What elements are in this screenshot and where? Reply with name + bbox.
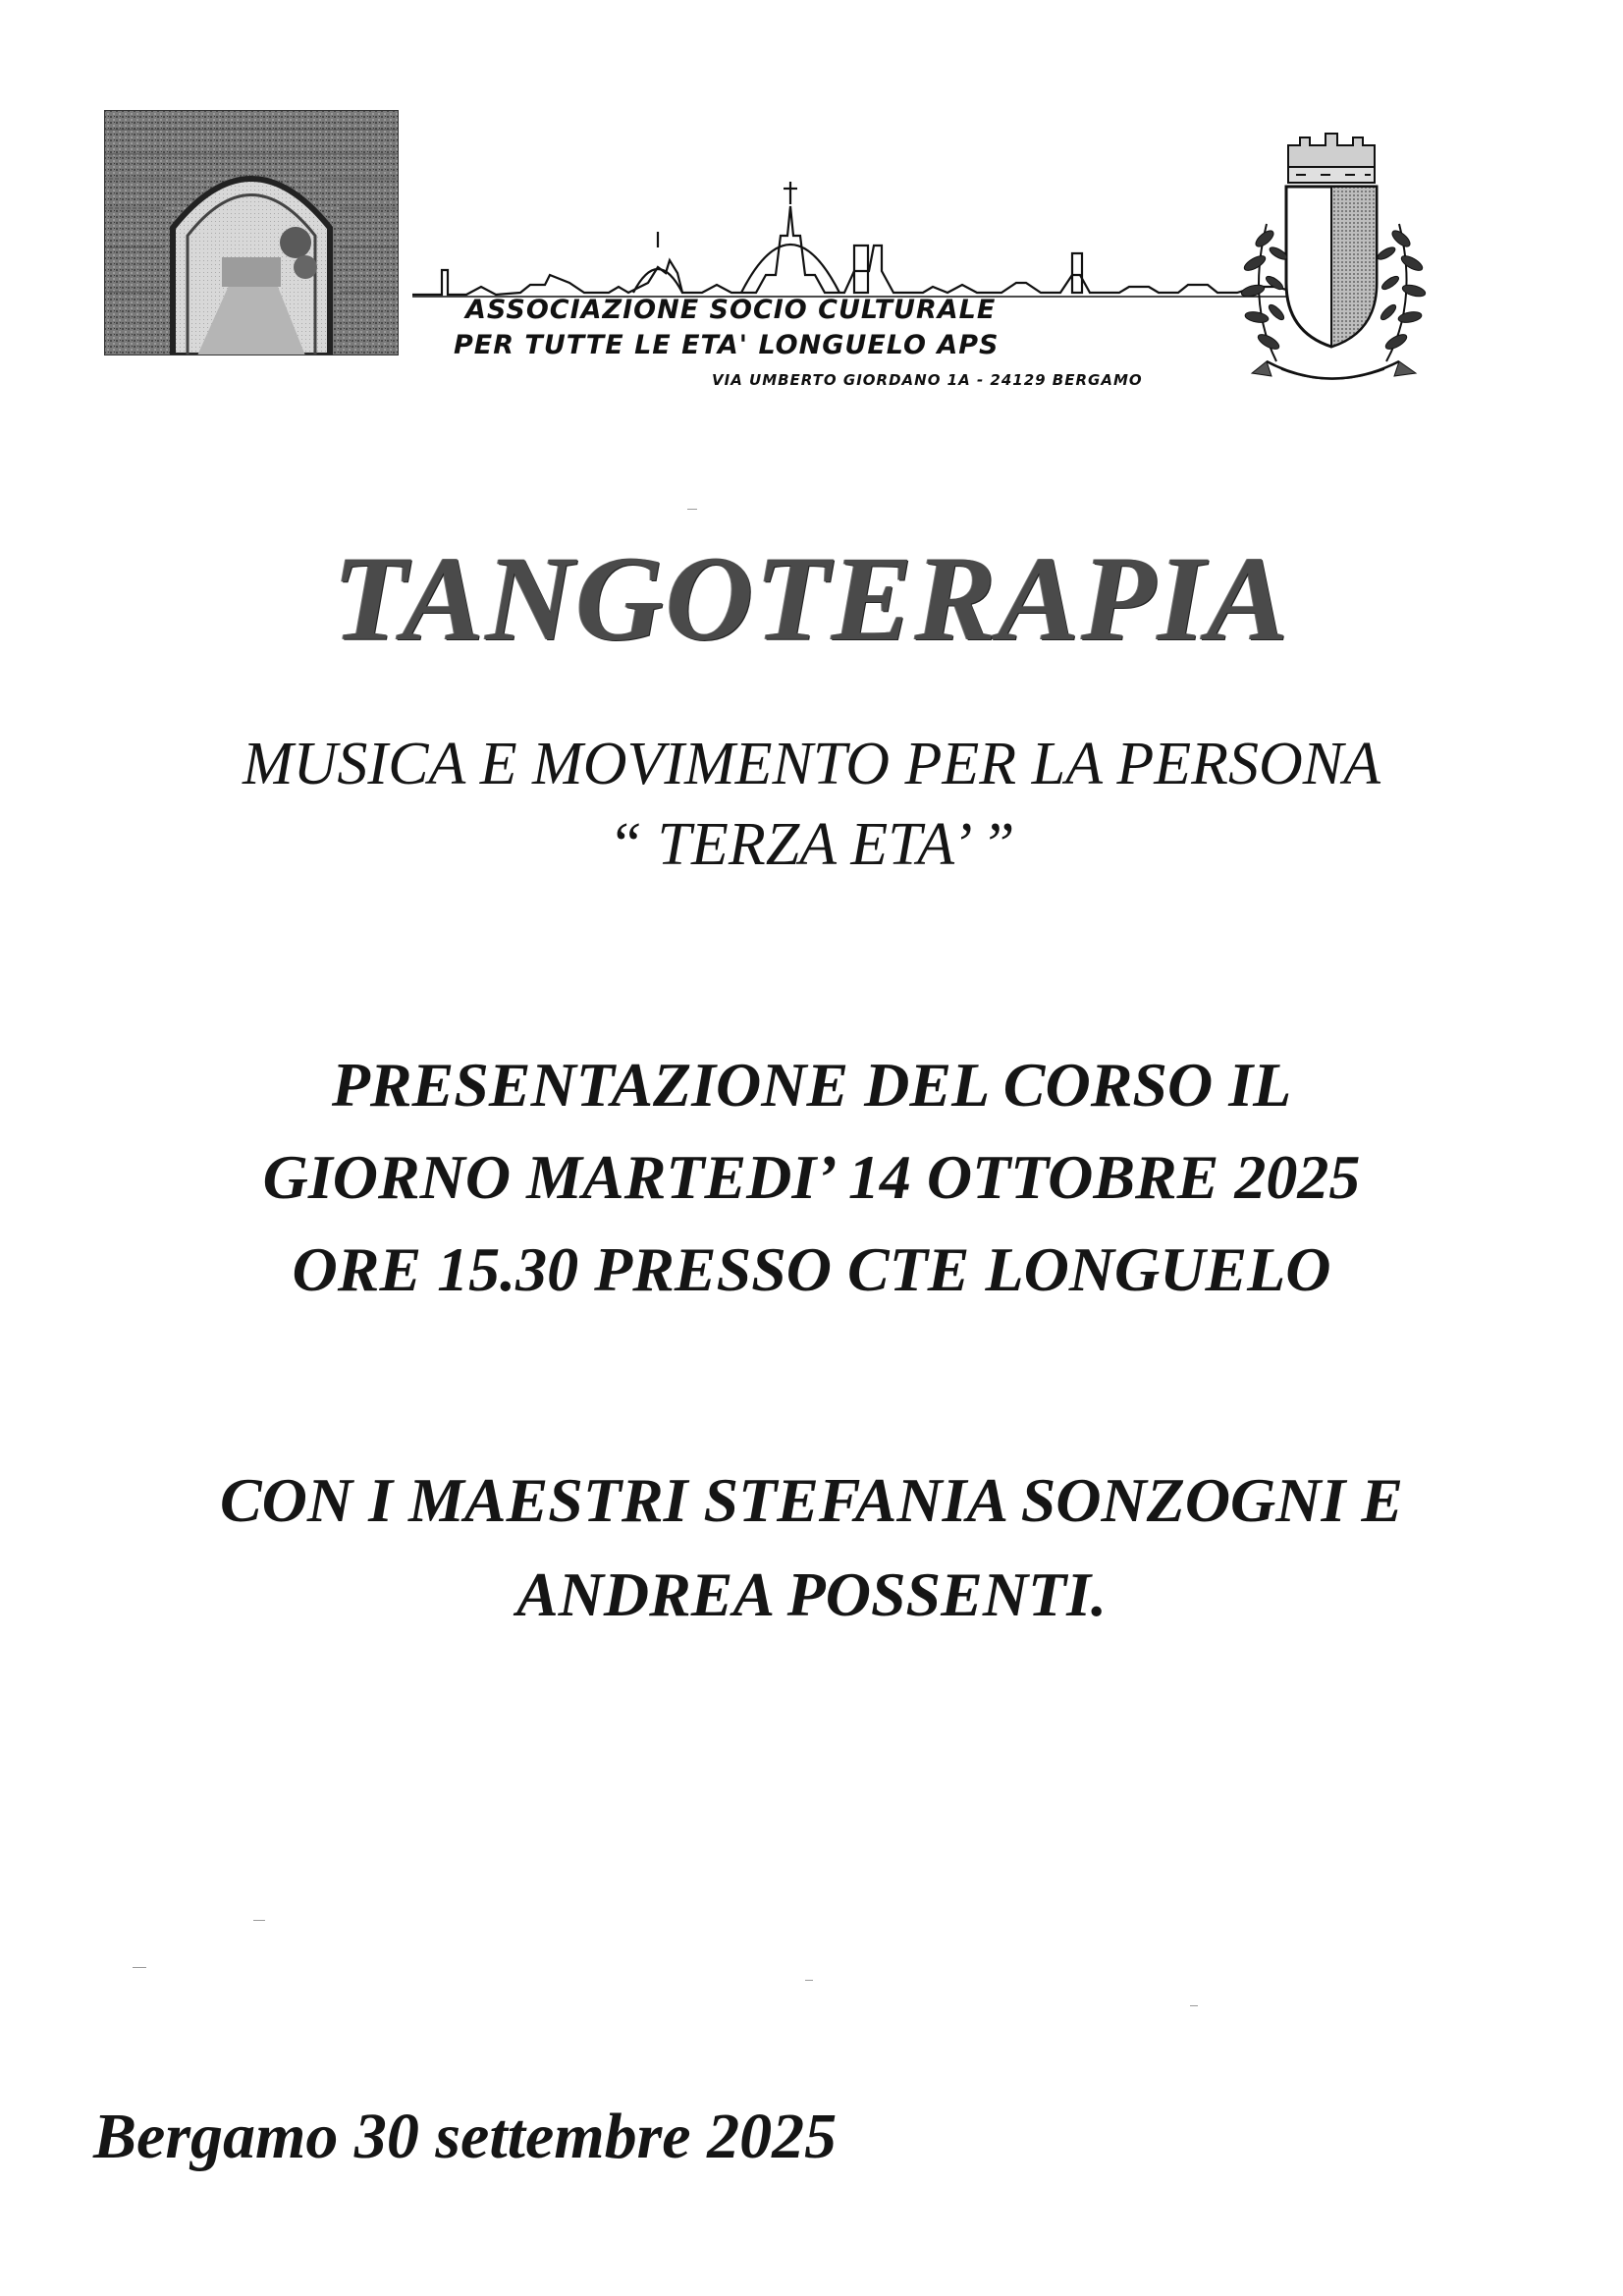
- event-subtitle: [0, 724, 1623, 885]
- skyline-drawing: [412, 177, 1335, 314]
- subtitle-line1: MUSICA E MOVIMENTO PER LA PERSONA: [243, 731, 1380, 797]
- event-title: TANGOTERAPIA: [333, 531, 1290, 666]
- arch-photo: [104, 110, 399, 355]
- association-address: VIA UMBERTO GIORDANO 1A - 24129 BERGAMO: [712, 371, 1143, 389]
- scan-speck: [1190, 2005, 1198, 2006]
- presentation-line2: GIORNO MARTEDI’ 14 OTTOBRE 2025: [262, 1142, 1361, 1212]
- scan-speck: [253, 1920, 265, 1921]
- association-name-line2: PER TUTTE LE ETA' LONGUELO APS: [454, 330, 1000, 360]
- association-name-line1: ASSOCIAZIONE SOCIO CULTURALE: [465, 295, 997, 325]
- subtitle-line2: “ TERZA ETA’ ”: [608, 811, 1015, 878]
- coat-of-arms: [1227, 116, 1453, 410]
- letterhead: [98, 98, 1473, 422]
- presentation-details: [0, 1039, 1623, 1316]
- scan-speck: [133, 1967, 146, 1968]
- teachers-line2: ANDREA POSSENTI.: [515, 1559, 1108, 1629]
- teachers-line1: CON I MAESTRI STEFANIA SONZOGNI E: [219, 1465, 1404, 1535]
- presentation-line3: ORE 15.30 PRESSO CTE LONGUELO: [292, 1234, 1331, 1304]
- presentation-line1: PRESENTAZIONE DEL CORSO IL: [331, 1050, 1292, 1120]
- teachers-info: [0, 1453, 1623, 1642]
- scan-speck: [687, 509, 697, 510]
- scan-speck: [805, 1980, 813, 1981]
- place-and-date: Bergamo 30 settembre 2025: [93, 2101, 838, 2172]
